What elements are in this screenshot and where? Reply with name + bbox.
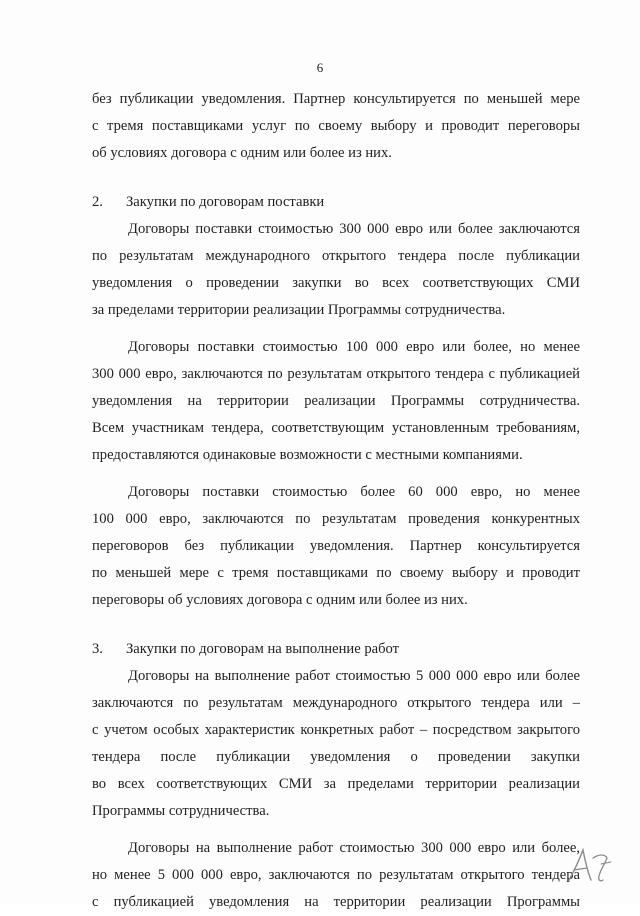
document-body — [92, 86, 580, 916]
text-line: 300 000 евро, заключаются по результатам открытого тендера с публикацией — [92, 366, 580, 382]
text-line: с публикацией уведомления на территории реализации Программы — [92, 894, 580, 910]
text-line: Договоры поставки стоимостью 300 000 евро или более заключаются — [128, 221, 580, 237]
handwritten-initials — [565, 846, 615, 886]
text-line: но менее 5 000 000 евро, заключаются по результатам открытого тендера — [92, 867, 580, 883]
section-2-paragraph-1 — [92, 216, 580, 324]
text-line: уведомления о проведении закупки во всех соответствующих СМИ — [92, 275, 580, 291]
text-line: Программы сотрудничества. — [92, 803, 270, 819]
section-number: 2. — [92, 194, 103, 210]
text-line: по результатам международного открытого тендера после публикации — [92, 248, 580, 264]
text-line: Всем участникам тендера, соответствующим установленным требованиям, — [92, 420, 580, 436]
intro-paragraph — [92, 86, 580, 167]
text-line: переговоры об условиях договора с одним или более из них. — [92, 592, 468, 608]
text-line: 100 000 евро, заключаются по результатам проведения конкурентных — [92, 511, 580, 527]
section-title: Закупки по договорам на выполнение работ — [126, 641, 400, 657]
text-line: уведомления на территории реализации Программы сотрудничества. — [92, 393, 580, 409]
text-line: без публикации уведомления. Партнер консультируется по меньшей мере — [92, 91, 580, 107]
section-2-heading — [92, 189, 580, 216]
section-2-paragraph-2 — [92, 334, 580, 469]
section-3-heading — [92, 636, 580, 663]
section-number: 3. — [92, 641, 103, 657]
text-line: во всех соответствующих СМИ за пределами территории реализации — [92, 776, 580, 792]
text-line: с тремя поставщиками услуг по своему выбору и проводит переговоры — [92, 118, 580, 134]
text-line: Договоры на выполнение работ стоимостью 300 000 евро или более, — [128, 840, 580, 856]
section-title: Закупки по договорам поставки — [126, 194, 325, 210]
text-line: тендера после публикации уведомления о проведении закупки — [92, 749, 580, 765]
section-2-paragraph-3 — [92, 479, 580, 614]
text-line: переговоров без публикации уведомления. Партнер консультируется — [92, 538, 580, 554]
page-number: 6 — [316, 60, 324, 75]
text-line: об условиях договора с одним или более из них. — [92, 145, 392, 161]
text-line: Договоры поставки стоимостью более 60 000 евро, но менее — [128, 484, 580, 500]
text-line: с учетом особых характеристик конкретных работ – посредством закрытого — [92, 722, 580, 738]
section-3-paragraph-2 — [92, 835, 580, 916]
text-line: по меньшей мере с тремя поставщиками по своему выбору и проводит — [92, 565, 580, 581]
text-line: за пределами территории реализации Программы сотрудничества. — [92, 302, 506, 318]
text-line: Договоры на выполнение работ стоимостью 5 000 000 евро или более — [128, 668, 580, 684]
text-line: Договоры поставки стоимостью 100 000 евро или более, но менее — [128, 339, 580, 355]
section-3-paragraph-1 — [92, 663, 580, 825]
text-line: предоставляются одинаковые возможности с местными компаниями. — [92, 447, 523, 463]
text-line: заключаются по результатам международного открытого тендера или – — [92, 695, 580, 711]
